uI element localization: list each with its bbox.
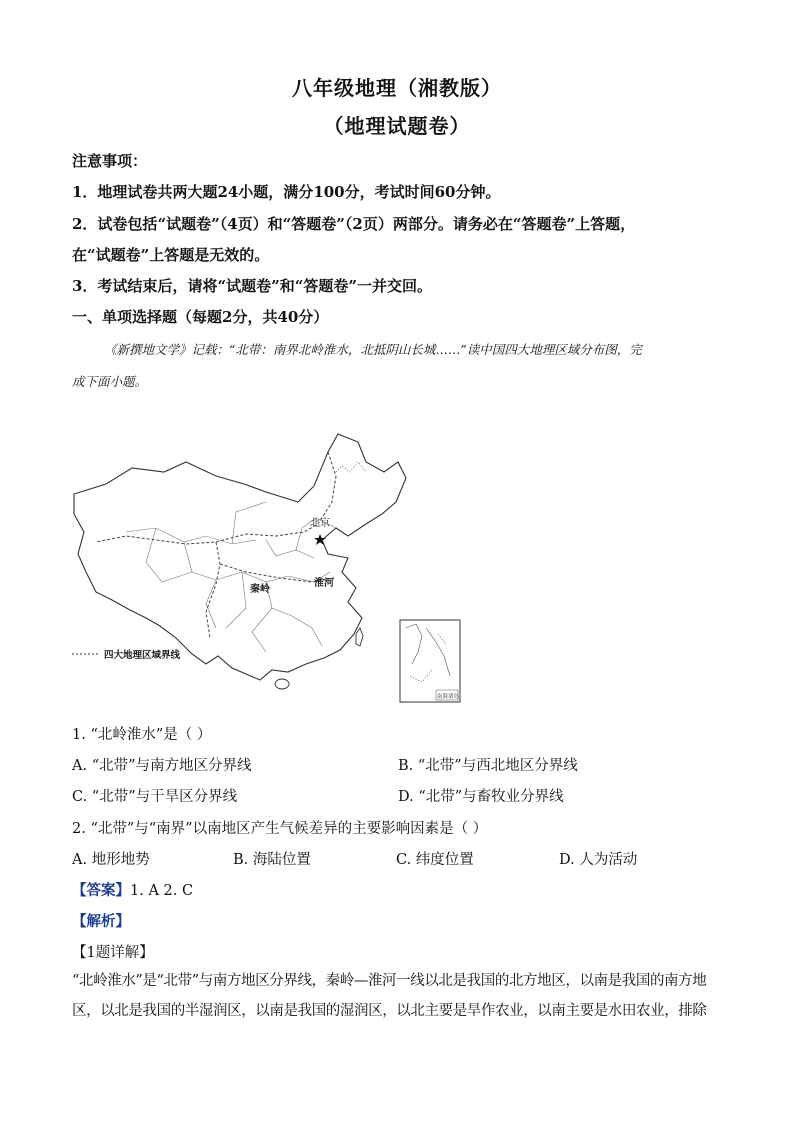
q1-option-c[interactable]: C. “北带”与干旱区分界线 [72,789,238,805]
analysis-tag: 【解析】 [72,913,130,930]
taiwan-island [356,628,363,646]
south-china-sea-inset [400,620,460,702]
q2-option-a[interactable]: A. 地形地势 [72,852,150,868]
question-intro-cont: 成下面小题。 [72,374,148,389]
beijing-star-icon [314,534,326,545]
notice-item-2-cont: 在“试题卷”上答题是无效的。 [72,246,270,264]
analysis-detail-heading: 【1题详解】 [72,945,154,961]
q2-option-c[interactable]: C. 纬度位置 [396,852,474,868]
notice-item-2: 2．试卷包括“试题卷”（4页）和“答题卷”（2页）两部分。请务必在“答题卷”上答题， [72,215,636,233]
q1-option-b[interactable]: B. “北带”与西北地区分界线 [398,758,578,774]
hainan-island [275,679,289,689]
notice-heading: 注意事项： [72,152,148,170]
label-huaihe: 淮河 [314,578,334,589]
q2-option-b[interactable]: B. 海陆位置 [233,852,311,868]
answer-text: 1. A 2. C [130,883,194,899]
china-region-map [66,432,466,704]
inset-label: 南海诸岛 [437,694,460,700]
answer-tag: 【答案】 [72,882,130,899]
q2-option-d[interactable]: D. 人为活动 [559,852,638,868]
section-heading: 一、单项选择题（每题2分，共40分） [72,308,329,326]
label-beijing: 北京 [310,518,330,529]
label-qinling: 秦岭 [250,584,270,595]
q1-option-a[interactable]: A. “北带”与南方地区分界线 [72,758,252,774]
page-title: 八年级地理（湘教版） [292,76,502,100]
analysis-paragraph [72,966,720,1026]
map-legend: 四大地理区域界线 [104,650,181,661]
q1-option-d[interactable]: D. “北带”与畜牧业分界线 [398,789,564,805]
question-2-stem: 2. “北带”与“南界”以南地区产生气候差异的主要影响因素是（ ） [72,821,488,837]
question-1-stem: 1. “北岭淮水”是（ ） [72,727,212,743]
question-intro: 《新撰地文学》记载：“北带：南界北岭淮水，北抵阴山长城……”读中国四大地理区域分布图，完 [104,342,642,357]
analysis-line-2: 区，以北是我国的半湿润区，以南是我国的湿润区，以北主要是旱作农业，以南主要是水田农业，排除 [72,1003,707,1019]
notice-item-3: 3．考试结束后，请将“试题卷”和“答题卷”一并交回。 [72,277,432,295]
region-boundary-line [96,452,336,638]
analysis-line-1: “北岭淮水”是“北带”与南方地区分界线，秦岭—淮河一线以北是我国的北方地区，以南是我国的南方地 [72,973,707,989]
notice-item-1: 1．地理试卷共两大题24小题，满分100分，考试时间60分钟。 [72,183,501,201]
page-subtitle: （地理试题卷） [323,114,471,138]
answer-row [72,879,193,900]
